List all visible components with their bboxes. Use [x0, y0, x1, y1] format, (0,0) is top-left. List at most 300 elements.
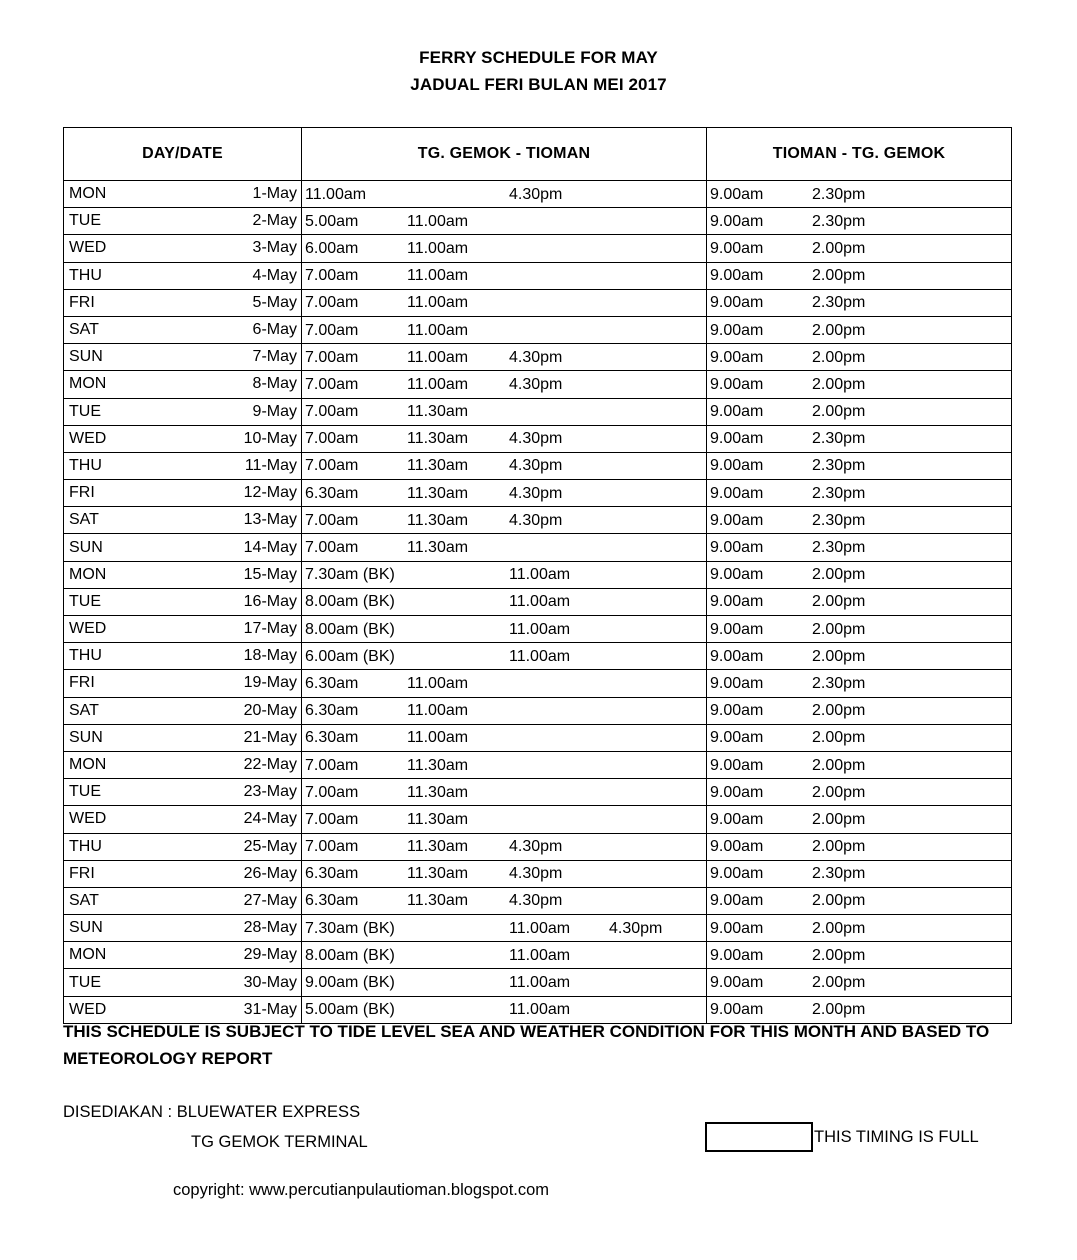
- day-label: FRI: [69, 293, 95, 311]
- outbound-departure-time: 11.30am: [407, 484, 469, 502]
- table-row: [64, 616, 1012, 643]
- cell-outbound-times: [302, 969, 707, 996]
- prepared-by-block: [63, 1097, 368, 1157]
- cell-inbound-times: [707, 887, 1012, 914]
- title-malay: JADUAL FERI BULAN MEI 2017: [410, 75, 667, 94]
- inbound-departure-time: 9.00am: [710, 403, 764, 421]
- cell-day-date: [64, 860, 302, 887]
- cell-inbound-times: [707, 425, 1012, 452]
- outbound-departure-time: 11.30am: [407, 892, 469, 910]
- inbound-departure-time: 9.00am: [710, 430, 764, 448]
- day-label: TUE: [69, 402, 101, 420]
- outbound-departure-time: 7.00am: [305, 267, 359, 285]
- table-row: [64, 452, 1012, 479]
- day-label: WED: [69, 1000, 107, 1018]
- date-label: 22-May: [243, 756, 297, 774]
- inbound-departure-time: 9.00am: [710, 239, 764, 257]
- table-row: [64, 697, 1012, 724]
- outbound-departure-time: 4.30pm: [509, 348, 563, 366]
- cell-outbound-times: [302, 697, 707, 724]
- table-row: [64, 507, 1012, 534]
- outbound-departure-time: 11.00am: [509, 1001, 571, 1019]
- inbound-departure-time: 9.00am: [710, 783, 764, 801]
- cell-day-date: [64, 398, 302, 425]
- date-label: 10-May: [243, 429, 297, 447]
- table-row: [64, 235, 1012, 262]
- legend-label: THIS TIMING IS FULL: [814, 1128, 979, 1146]
- date-label: 14-May: [243, 538, 297, 556]
- day-label: WED: [69, 810, 107, 828]
- outbound-departure-time: 11.00am: [509, 620, 571, 638]
- outbound-departure-time: 11.30am: [407, 539, 469, 557]
- date-label: 16-May: [243, 592, 297, 610]
- cell-day-date: [64, 969, 302, 996]
- inbound-departure-time: 9.00am: [710, 348, 764, 366]
- cell-inbound-times: [707, 480, 1012, 507]
- outbound-departure-time: 11.00am: [407, 674, 469, 692]
- inbound-departure-time: 9.00am: [710, 620, 764, 638]
- cell-day-date: [64, 425, 302, 452]
- outbound-departure-time: 4.30pm: [509, 892, 563, 910]
- copyright-text: copyright: www.percutianpulautioman.blogspot.com: [173, 1181, 550, 1199]
- inbound-departure-time: 2.00pm: [812, 838, 866, 856]
- inbound-departure-time: 2.00pm: [812, 403, 866, 421]
- cell-outbound-times: [302, 181, 707, 208]
- outbound-departure-time: 7.30am (BK): [305, 566, 395, 584]
- inbound-departure-time: 9.00am: [710, 457, 764, 475]
- cell-day-date: [64, 724, 302, 751]
- cell-inbound-times: [707, 534, 1012, 561]
- date-label: 12-May: [243, 484, 297, 502]
- table-row: [64, 289, 1012, 316]
- outbound-departure-time: 6.30am: [305, 729, 359, 747]
- cell-inbound-times: [707, 452, 1012, 479]
- cell-outbound-times: [302, 425, 707, 452]
- day-label: SAT: [69, 701, 99, 719]
- outbound-departure-time: 5.00am: [305, 212, 359, 230]
- table-row: [64, 915, 1012, 942]
- inbound-departure-time: 2.30pm: [812, 865, 866, 883]
- outbound-departure-time: 11.00am: [407, 239, 469, 257]
- inbound-departure-time: 2.00pm: [812, 783, 866, 801]
- cell-day-date: [64, 235, 302, 262]
- legend-color-box: [705, 1122, 813, 1152]
- inbound-departure-time: 2.00pm: [812, 1001, 866, 1019]
- inbound-departure-time: 9.00am: [710, 539, 764, 557]
- inbound-departure-time: 2.00pm: [812, 348, 866, 366]
- cell-inbound-times: [707, 724, 1012, 751]
- cell-outbound-times: [302, 643, 707, 670]
- day-label: SAT: [69, 321, 99, 339]
- day-label: THU: [69, 266, 102, 284]
- inbound-departure-time: 2.30pm: [812, 457, 866, 475]
- outbound-departure-time: 4.30pm: [509, 185, 563, 203]
- outbound-departure-time: 6.30am: [305, 484, 359, 502]
- date-label: 7-May: [252, 348, 297, 366]
- outbound-departure-time: 11.00am: [407, 321, 469, 339]
- inbound-departure-time: 2.00pm: [812, 375, 866, 393]
- date-label: 21-May: [243, 728, 297, 746]
- table-row: [64, 208, 1012, 235]
- inbound-departure-time: 2.00pm: [812, 756, 866, 774]
- inbound-departure-time: 2.00pm: [812, 620, 866, 638]
- outbound-departure-time: 6.00am (BK): [305, 647, 395, 665]
- day-label: WED: [69, 620, 107, 638]
- day-label: THU: [69, 647, 102, 665]
- cell-outbound-times: [302, 534, 707, 561]
- cell-inbound-times: [707, 643, 1012, 670]
- cell-day-date: [64, 181, 302, 208]
- outbound-departure-time: 4.30pm: [609, 919, 663, 937]
- date-label: 29-May: [243, 946, 297, 964]
- cell-inbound-times: [707, 969, 1012, 996]
- table-row: [64, 534, 1012, 561]
- date-label: 13-May: [243, 511, 297, 529]
- cell-outbound-times: [302, 561, 707, 588]
- outbound-departure-time: 11.00am: [407, 348, 469, 366]
- cell-outbound-times: [302, 452, 707, 479]
- cell-outbound-times: [302, 289, 707, 316]
- cell-outbound-times: [302, 915, 707, 942]
- table-row: [64, 480, 1012, 507]
- page-title: [0, 44, 1077, 98]
- column-header-outbound: TG. GEMOK - TIOMAN: [302, 128, 707, 181]
- day-label: TUE: [69, 592, 101, 610]
- outbound-departure-time: 11.30am: [407, 783, 469, 801]
- table-row: [64, 887, 1012, 914]
- inbound-departure-time: 9.00am: [710, 321, 764, 339]
- cell-outbound-times: [302, 833, 707, 860]
- day-label: SUN: [69, 728, 103, 746]
- outbound-departure-time: 8.00am (BK): [305, 946, 395, 964]
- cell-inbound-times: [707, 588, 1012, 615]
- date-label: 8-May: [252, 375, 297, 393]
- outbound-departure-time: 4.30pm: [509, 375, 563, 393]
- table-row: [64, 316, 1012, 343]
- table-row: [64, 181, 1012, 208]
- cell-outbound-times: [302, 616, 707, 643]
- cell-day-date: [64, 670, 302, 697]
- day-label: SUN: [69, 348, 103, 366]
- day-label: MON: [69, 756, 107, 774]
- table-row: [64, 398, 1012, 425]
- outbound-departure-time: 4.30pm: [509, 838, 563, 856]
- cell-day-date: [64, 915, 302, 942]
- day-label: TUE: [69, 973, 101, 991]
- inbound-departure-time: 2.30pm: [812, 539, 866, 557]
- cell-inbound-times: [707, 262, 1012, 289]
- outbound-departure-time: 11.00am: [305, 185, 367, 203]
- day-label: TUE: [69, 783, 101, 801]
- outbound-departure-time: 6.00am: [305, 239, 359, 257]
- table-row: [64, 262, 1012, 289]
- date-label: 20-May: [243, 701, 297, 719]
- day-label: FRI: [69, 864, 95, 882]
- column-header-inbound: TIOMAN - TG. GEMOK: [707, 128, 1012, 181]
- inbound-departure-time: 9.00am: [710, 729, 764, 747]
- schedule-disclaimer: THIS SCHEDULE IS SUBJECT TO TIDE LEVEL SEA AND WEATHER CONDITION FOR THIS MONTH AND BASED TO METEOROLOGY REPORT: [63, 1022, 990, 1068]
- inbound-departure-time: 2.00pm: [812, 702, 866, 720]
- inbound-departure-time: 2.30pm: [812, 511, 866, 529]
- outbound-departure-time: 11.00am: [407, 702, 469, 720]
- inbound-departure-time: 2.30pm: [812, 484, 866, 502]
- inbound-departure-time: 9.00am: [710, 1001, 764, 1019]
- cell-day-date: [64, 561, 302, 588]
- inbound-departure-time: 9.00am: [710, 810, 764, 828]
- outbound-departure-time: 11.00am: [407, 375, 469, 393]
- cell-inbound-times: [707, 507, 1012, 534]
- inbound-departure-time: 9.00am: [710, 946, 764, 964]
- day-label: SUN: [69, 538, 103, 556]
- inbound-departure-time: 9.00am: [710, 838, 764, 856]
- table-header: [64, 128, 1012, 181]
- day-label: SAT: [69, 511, 99, 529]
- outbound-departure-time: 6.30am: [305, 674, 359, 692]
- date-label: 5-May: [252, 293, 297, 311]
- outbound-departure-time: 7.00am: [305, 403, 359, 421]
- outbound-departure-time: 7.00am: [305, 810, 359, 828]
- day-label: WED: [69, 239, 107, 257]
- inbound-departure-time: 2.00pm: [812, 810, 866, 828]
- outbound-departure-time: 4.30pm: [509, 511, 563, 529]
- outbound-departure-time: 11.30am: [407, 838, 469, 856]
- outbound-departure-time: 11.30am: [407, 810, 469, 828]
- outbound-departure-time: 11.00am: [407, 729, 469, 747]
- table-row: [64, 942, 1012, 969]
- cell-inbound-times: [707, 806, 1012, 833]
- cell-outbound-times: [302, 724, 707, 751]
- cell-outbound-times: [302, 344, 707, 371]
- cell-inbound-times: [707, 616, 1012, 643]
- cell-inbound-times: [707, 670, 1012, 697]
- cell-inbound-times: [707, 235, 1012, 262]
- outbound-departure-time: 11.30am: [407, 457, 469, 475]
- date-label: 26-May: [243, 864, 297, 882]
- outbound-departure-time: 7.00am: [305, 511, 359, 529]
- cell-inbound-times: [707, 860, 1012, 887]
- inbound-departure-time: 9.00am: [710, 294, 764, 312]
- legend-full-timing: [705, 1122, 979, 1152]
- cell-inbound-times: [707, 398, 1012, 425]
- outbound-departure-time: 9.00am (BK): [305, 974, 395, 992]
- cell-inbound-times: [707, 779, 1012, 806]
- date-label: 1-May: [252, 185, 297, 203]
- table-row: [64, 670, 1012, 697]
- cell-day-date: [64, 616, 302, 643]
- cell-day-date: [64, 262, 302, 289]
- inbound-departure-time: 2.30pm: [812, 212, 866, 230]
- outbound-departure-time: 11.00am: [407, 212, 469, 230]
- outbound-departure-time: 7.00am: [305, 457, 359, 475]
- cell-day-date: [64, 289, 302, 316]
- table-row: [64, 344, 1012, 371]
- cell-day-date: [64, 887, 302, 914]
- cell-outbound-times: [302, 806, 707, 833]
- day-label: THU: [69, 837, 102, 855]
- outbound-departure-time: 4.30pm: [509, 430, 563, 448]
- inbound-departure-time: 9.00am: [710, 865, 764, 883]
- cell-outbound-times: [302, 398, 707, 425]
- outbound-departure-time: 11.00am: [509, 593, 571, 611]
- outbound-departure-time: 6.30am: [305, 702, 359, 720]
- table-body: [64, 181, 1012, 1024]
- table-row: [64, 833, 1012, 860]
- inbound-departure-time: 9.00am: [710, 511, 764, 529]
- table-header-row: [64, 128, 1012, 181]
- inbound-departure-time: 9.00am: [710, 919, 764, 937]
- cell-inbound-times: [707, 344, 1012, 371]
- inbound-departure-time: 2.00pm: [812, 239, 866, 257]
- date-label: 9-May: [252, 402, 297, 420]
- cell-day-date: [64, 316, 302, 343]
- outbound-departure-time: 11.00am: [509, 647, 571, 665]
- cell-outbound-times: [302, 942, 707, 969]
- cell-day-date: [64, 344, 302, 371]
- outbound-departure-time: 8.00am (BK): [305, 620, 395, 638]
- day-label: SUN: [69, 919, 103, 937]
- day-label: MON: [69, 946, 107, 964]
- terminal-line: TG GEMOK TERMINAL: [191, 1133, 368, 1151]
- date-label: 17-May: [243, 620, 297, 638]
- cell-day-date: [64, 697, 302, 724]
- cell-outbound-times: [302, 779, 707, 806]
- outbound-departure-time: 11.00am: [407, 267, 469, 285]
- inbound-departure-time: 9.00am: [710, 566, 764, 584]
- outbound-departure-time: 7.00am: [305, 348, 359, 366]
- cell-outbound-times: [302, 316, 707, 343]
- day-label: FRI: [69, 674, 95, 692]
- date-label: 24-May: [243, 810, 297, 828]
- outbound-departure-time: 11.00am: [509, 919, 571, 937]
- cell-day-date: [64, 751, 302, 778]
- day-label: FRI: [69, 484, 95, 502]
- day-label: THU: [69, 456, 102, 474]
- outbound-departure-time: 11.00am: [509, 566, 571, 584]
- outbound-departure-time: 11.30am: [407, 756, 469, 774]
- inbound-departure-time: 9.00am: [710, 674, 764, 692]
- inbound-departure-time: 9.00am: [710, 484, 764, 502]
- table-row: [64, 806, 1012, 833]
- cell-day-date: [64, 371, 302, 398]
- outbound-departure-time: 6.30am: [305, 865, 359, 883]
- day-label: MON: [69, 565, 107, 583]
- cell-day-date: [64, 643, 302, 670]
- outbound-departure-time: 7.00am: [305, 375, 359, 393]
- outbound-departure-time: 7.00am: [305, 294, 359, 312]
- date-label: 4-May: [252, 266, 297, 284]
- inbound-departure-time: 9.00am: [710, 647, 764, 665]
- inbound-departure-time: 9.00am: [710, 375, 764, 393]
- cell-inbound-times: [707, 942, 1012, 969]
- outbound-departure-time: 7.00am: [305, 321, 359, 339]
- cell-outbound-times: [302, 751, 707, 778]
- cell-day-date: [64, 507, 302, 534]
- inbound-departure-time: 2.00pm: [812, 321, 866, 339]
- cell-inbound-times: [707, 208, 1012, 235]
- inbound-departure-time: 2.00pm: [812, 267, 866, 285]
- ferry-schedule-table: [63, 127, 1012, 1024]
- date-label: 23-May: [243, 783, 297, 801]
- date-label: 11-May: [244, 456, 297, 474]
- table-row: [64, 561, 1012, 588]
- outbound-departure-time: 11.30am: [407, 403, 469, 421]
- inbound-departure-time: 2.00pm: [812, 593, 866, 611]
- inbound-departure-time: 2.30pm: [812, 430, 866, 448]
- table-row: [64, 969, 1012, 996]
- inbound-departure-time: 9.00am: [710, 185, 764, 203]
- date-label: 27-May: [243, 891, 297, 909]
- cell-inbound-times: [707, 316, 1012, 343]
- inbound-departure-time: 2.00pm: [812, 729, 866, 747]
- inbound-departure-time: 2.00pm: [812, 919, 866, 937]
- title-english: FERRY SCHEDULE FOR MAY: [419, 48, 658, 67]
- cell-outbound-times: [302, 670, 707, 697]
- table-row: [64, 371, 1012, 398]
- cell-outbound-times: [302, 371, 707, 398]
- outbound-departure-time: 11.30am: [407, 430, 469, 448]
- table-row: [64, 860, 1012, 887]
- outbound-departure-time: 4.30pm: [509, 457, 563, 475]
- cell-inbound-times: [707, 371, 1012, 398]
- cell-inbound-times: [707, 697, 1012, 724]
- outbound-departure-time: 7.00am: [305, 539, 359, 557]
- outbound-departure-time: 11.30am: [407, 511, 469, 529]
- inbound-departure-time: 9.00am: [710, 702, 764, 720]
- inbound-departure-time: 9.00am: [710, 974, 764, 992]
- day-label: MON: [69, 185, 107, 203]
- inbound-departure-time: 2.00pm: [812, 946, 866, 964]
- day-label: TUE: [69, 212, 101, 230]
- day-label: SAT: [69, 891, 99, 909]
- cell-inbound-times: [707, 833, 1012, 860]
- cell-outbound-times: [302, 588, 707, 615]
- column-header-day-date: DAY/DATE: [64, 128, 302, 181]
- cell-inbound-times: [707, 181, 1012, 208]
- outbound-departure-time: 5.00am (BK): [305, 1001, 395, 1019]
- cell-inbound-times: [707, 289, 1012, 316]
- prepared-by-line: DISEDIAKAN : BLUEWATER EXPRESS: [63, 1103, 361, 1121]
- table-row: [64, 643, 1012, 670]
- cell-day-date: [64, 942, 302, 969]
- cell-day-date: [64, 833, 302, 860]
- outbound-departure-time: 11.30am: [407, 865, 469, 883]
- inbound-departure-time: 9.00am: [710, 267, 764, 285]
- inbound-departure-time: 9.00am: [710, 212, 764, 230]
- date-label: 31-May: [243, 1000, 297, 1018]
- inbound-departure-time: 9.00am: [710, 593, 764, 611]
- inbound-departure-time: 2.00pm: [812, 892, 866, 910]
- date-label: 6-May: [252, 321, 297, 339]
- outbound-departure-time: 7.00am: [305, 756, 359, 774]
- cell-inbound-times: [707, 561, 1012, 588]
- inbound-departure-time: 2.00pm: [812, 974, 866, 992]
- outbound-departure-time: 4.30pm: [509, 865, 563, 883]
- cell-outbound-times: [302, 208, 707, 235]
- cell-day-date: [64, 806, 302, 833]
- outbound-departure-time: 11.00am: [509, 946, 571, 964]
- date-label: 18-May: [243, 647, 297, 665]
- cell-day-date: [64, 588, 302, 615]
- date-label: 3-May: [252, 239, 297, 257]
- inbound-departure-time: 2.30pm: [812, 185, 866, 203]
- inbound-departure-time: 2.00pm: [812, 566, 866, 584]
- date-label: 30-May: [243, 973, 297, 991]
- table-row: [64, 425, 1012, 452]
- cell-outbound-times: [302, 235, 707, 262]
- outbound-departure-time: 4.30pm: [509, 484, 563, 502]
- cell-outbound-times: [302, 507, 707, 534]
- cell-inbound-times: [707, 915, 1012, 942]
